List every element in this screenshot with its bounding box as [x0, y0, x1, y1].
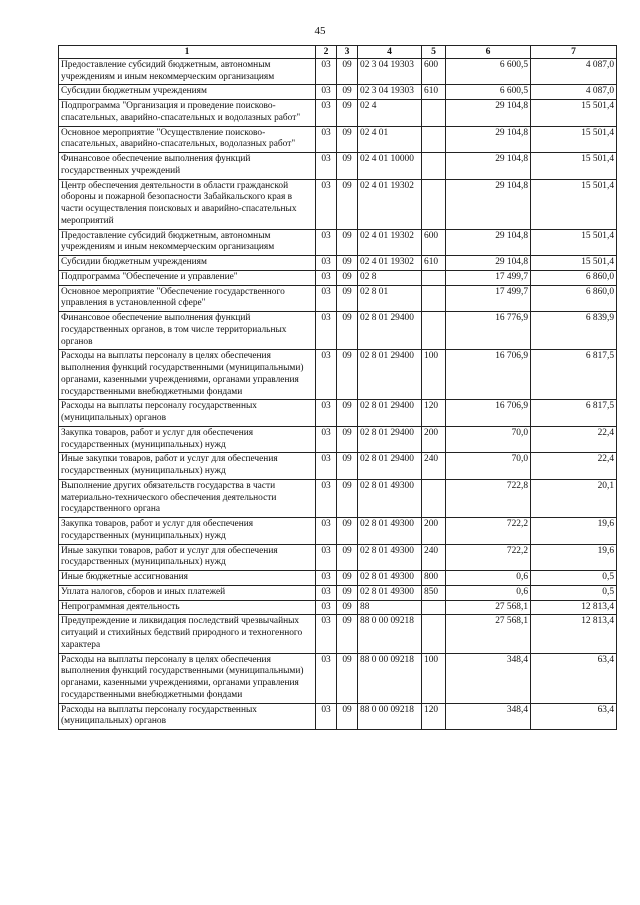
row-name: Иные закупки товаров, работ и услуг для обеспечения государственных (муниципальных) нужд	[59, 453, 316, 480]
row-name: Закупка товаров, работ и услуг для обеспечения государственных (муниципальных) нужд	[59, 426, 316, 453]
row-expense-type	[422, 270, 446, 285]
row-expense-type: 120	[422, 703, 446, 730]
row-executed-amount: 0,5	[531, 571, 617, 586]
row-name: Финансовое обеспечение выполнения функций государственных учреждений	[59, 153, 316, 180]
row-executed-amount: 4 087,0	[531, 58, 617, 85]
row-section: 03	[316, 350, 337, 400]
row-expense-type	[422, 100, 446, 127]
row-expense-type	[422, 179, 446, 229]
row-planned-amount: 27 568,1	[446, 600, 531, 615]
header-planned: 6	[446, 46, 531, 59]
row-name: Субсидии бюджетным учреждениям	[59, 85, 316, 100]
row-section: 03	[316, 600, 337, 615]
row-executed-amount: 12 813,4	[531, 615, 617, 653]
row-executed-amount: 6 817,5	[531, 400, 617, 427]
table-row	[59, 571, 617, 586]
table-row	[59, 426, 617, 453]
row-target-article: 88 0 00 09218	[358, 653, 422, 703]
row-subsection: 09	[337, 585, 358, 600]
row-subsection: 09	[337, 58, 358, 85]
row-subsection: 09	[337, 312, 358, 350]
row-planned-amount: 722,2	[446, 518, 531, 545]
row-subsection: 09	[337, 400, 358, 427]
table-row	[59, 585, 617, 600]
row-planned-amount: 348,4	[446, 703, 531, 730]
row-executed-amount: 12 813,4	[531, 600, 617, 615]
table-row	[59, 453, 617, 480]
row-name: Предоставление субсидий бюджетным, автономным учреждениям и иным некоммерческим организациям	[59, 58, 316, 85]
row-executed-amount: 4 087,0	[531, 85, 617, 100]
table-row	[59, 100, 617, 127]
table-row	[59, 285, 617, 312]
header-target-article: 4	[358, 46, 422, 59]
row-expense-type: 100	[422, 350, 446, 400]
row-expense-type: 120	[422, 400, 446, 427]
table-row	[59, 126, 617, 153]
row-section: 03	[316, 312, 337, 350]
row-executed-amount: 15 501,4	[531, 179, 617, 229]
row-subsection: 09	[337, 270, 358, 285]
row-name: Иные закупки товаров, работ и услуг для обеспечения государственных (муниципальных) нужд	[59, 544, 316, 571]
row-target-article: 02 4	[358, 100, 422, 127]
row-section: 03	[316, 400, 337, 427]
row-section: 03	[316, 153, 337, 180]
table-row	[59, 518, 617, 545]
row-name: Подпрограмма "Обеспечение и управление"	[59, 270, 316, 285]
table-row	[59, 312, 617, 350]
row-expense-type: 600	[422, 229, 446, 256]
row-expense-type: 200	[422, 426, 446, 453]
row-executed-amount: 19,6	[531, 544, 617, 571]
row-name: Расходы на выплаты персоналу в целях обеспечения выполнения функций государственными (муниципальными) органами, казенными учреждениями, органами управления государственными внебюджетными фондами	[59, 350, 316, 400]
row-executed-amount: 6 817,5	[531, 350, 617, 400]
row-expense-type: 100	[422, 653, 446, 703]
row-target-article: 02 4 01	[358, 126, 422, 153]
row-planned-amount: 16 706,9	[446, 400, 531, 427]
row-name: Подпрограмма "Организация и проведение поисково-спасательных, аварийно-спасательных и водолазных работ"	[59, 100, 316, 127]
row-executed-amount: 6 860,0	[531, 285, 617, 312]
row-subsection: 09	[337, 479, 358, 517]
row-target-article: 02 8 01 29400	[358, 350, 422, 400]
row-target-article: 02 8 01 49300	[358, 544, 422, 571]
row-target-article: 02 8 01	[358, 285, 422, 312]
row-section: 03	[316, 544, 337, 571]
row-planned-amount: 0,6	[446, 585, 531, 600]
row-subsection: 09	[337, 518, 358, 545]
row-executed-amount: 22,4	[531, 453, 617, 480]
table-row	[59, 58, 617, 85]
row-section: 03	[316, 126, 337, 153]
budget-table	[58, 45, 617, 730]
row-planned-amount: 722,8	[446, 479, 531, 517]
row-target-article: 02 8 01 49300	[358, 571, 422, 586]
table-row	[59, 400, 617, 427]
row-planned-amount: 27 568,1	[446, 615, 531, 653]
row-name: Субсидии бюджетным учреждениям	[59, 256, 316, 271]
row-expense-type: 610	[422, 85, 446, 100]
table-row	[59, 153, 617, 180]
row-name: Центр обеспечения деятельности в области гражданской обороны и пожарной безопасности Забайкальского края в части осуществления поисковых и аварийно-спасательных мероприятий	[59, 179, 316, 229]
row-subsection: 09	[337, 85, 358, 100]
row-planned-amount: 16 706,9	[446, 350, 531, 400]
row-target-article: 02 3 04 19303	[358, 85, 422, 100]
row-target-article: 02 8	[358, 270, 422, 285]
row-executed-amount: 63,4	[531, 703, 617, 730]
row-planned-amount: 17 499,7	[446, 285, 531, 312]
table-row	[59, 229, 617, 256]
row-subsection: 09	[337, 653, 358, 703]
row-planned-amount: 29 104,8	[446, 229, 531, 256]
row-section: 03	[316, 615, 337, 653]
page-number: 45	[314, 25, 326, 37]
row-executed-amount: 15 501,4	[531, 256, 617, 271]
row-expense-type	[422, 600, 446, 615]
row-name: Основное мероприятие "Осуществление поисково-спасательных, аварийно-спасательных, водолазных работ"	[59, 126, 316, 153]
header-section: 2	[316, 46, 337, 59]
row-executed-amount: 6 860,0	[531, 270, 617, 285]
row-target-article: 88 0 00 09218	[358, 615, 422, 653]
row-target-article: 02 4 01 19302	[358, 229, 422, 256]
row-subsection: 09	[337, 703, 358, 730]
row-name: Финансовое обеспечение выполнения функций государственных органов, в том числе территориальных органов	[59, 312, 316, 350]
row-section: 03	[316, 653, 337, 703]
row-planned-amount: 0,6	[446, 571, 531, 586]
header-name: 1	[59, 46, 316, 59]
row-section: 03	[316, 453, 337, 480]
row-section: 03	[316, 100, 337, 127]
header-executed: 7	[531, 46, 617, 59]
row-subsection: 09	[337, 256, 358, 271]
row-section: 03	[316, 703, 337, 730]
row-subsection: 09	[337, 453, 358, 480]
row-expense-type: 610	[422, 256, 446, 271]
table-row	[59, 179, 617, 229]
row-planned-amount: 29 104,8	[446, 179, 531, 229]
row-planned-amount: 29 104,8	[446, 153, 531, 180]
row-target-article: 88 0 00 09218	[358, 703, 422, 730]
table-row	[59, 544, 617, 571]
row-executed-amount: 15 501,4	[531, 126, 617, 153]
row-section: 03	[316, 479, 337, 517]
row-executed-amount: 15 501,4	[531, 229, 617, 256]
row-expense-type: 600	[422, 58, 446, 85]
row-section: 03	[316, 229, 337, 256]
header-subsection: 3	[337, 46, 358, 59]
row-expense-type: 240	[422, 544, 446, 571]
row-target-article: 02 4 01 19302	[358, 256, 422, 271]
row-expense-type: 200	[422, 518, 446, 545]
row-name: Предоставление субсидий бюджетным, автономным учреждениям и иным некоммерческим организациям	[59, 229, 316, 256]
row-subsection: 09	[337, 153, 358, 180]
row-expense-type: 240	[422, 453, 446, 480]
table-row	[59, 85, 617, 100]
row-expense-type	[422, 615, 446, 653]
row-section: 03	[316, 585, 337, 600]
row-subsection: 09	[337, 571, 358, 586]
row-executed-amount: 19,6	[531, 518, 617, 545]
row-expense-type	[422, 153, 446, 180]
header-expense-type: 5	[422, 46, 446, 59]
row-subsection: 09	[337, 100, 358, 127]
row-name: Закупка товаров, работ и услуг для обеспечения государственных (муниципальных) нужд	[59, 518, 316, 545]
row-executed-amount: 63,4	[531, 653, 617, 703]
row-planned-amount: 722,2	[446, 544, 531, 571]
row-section: 03	[316, 179, 337, 229]
row-planned-amount: 17 499,7	[446, 270, 531, 285]
row-expense-type: 800	[422, 571, 446, 586]
row-executed-amount: 22,4	[531, 426, 617, 453]
row-target-article: 02 8 01 49300	[358, 518, 422, 545]
row-section: 03	[316, 518, 337, 545]
table-body	[59, 58, 617, 729]
row-name: Выполнение других обязательств государства в части материально-технического обеспечения деятельности государственного органа	[59, 479, 316, 517]
row-subsection: 09	[337, 126, 358, 153]
row-planned-amount: 29 104,8	[446, 256, 531, 271]
row-expense-type	[422, 479, 446, 517]
row-name: Основное мероприятие "Обеспечение государственного управления в установленной сфере"	[59, 285, 316, 312]
table-row	[59, 600, 617, 615]
table-row	[59, 270, 617, 285]
row-expense-type	[422, 312, 446, 350]
row-planned-amount: 348,4	[446, 653, 531, 703]
row-executed-amount: 15 501,4	[531, 153, 617, 180]
row-planned-amount: 6 600,5	[446, 85, 531, 100]
row-section: 03	[316, 58, 337, 85]
row-section: 03	[316, 85, 337, 100]
row-subsection: 09	[337, 615, 358, 653]
row-target-article: 02 4 01 19302	[358, 179, 422, 229]
row-section: 03	[316, 270, 337, 285]
row-executed-amount: 0,5	[531, 585, 617, 600]
row-target-article: 02 4 01 10000	[358, 153, 422, 180]
row-name: Расходы на выплаты персоналу государственных (муниципальных) органов	[59, 703, 316, 730]
row-planned-amount: 6 600,5	[446, 58, 531, 85]
row-target-article: 02 8 01 49300	[358, 479, 422, 517]
row-target-article: 02 8 01 29400	[358, 453, 422, 480]
row-target-article: 02 3 04 19303	[358, 58, 422, 85]
row-name: Иные бюджетные ассигнования	[59, 571, 316, 586]
table-row	[59, 653, 617, 703]
row-executed-amount: 6 839,9	[531, 312, 617, 350]
row-expense-type	[422, 126, 446, 153]
row-executed-amount: 15 501,4	[531, 100, 617, 127]
row-subsection: 09	[337, 544, 358, 571]
row-subsection: 09	[337, 600, 358, 615]
row-planned-amount: 16 776,9	[446, 312, 531, 350]
row-target-article: 02 8 01 29400	[358, 312, 422, 350]
table-row	[59, 256, 617, 271]
row-section: 03	[316, 571, 337, 586]
row-name: Уплата налогов, сборов и иных платежей	[59, 585, 316, 600]
row-planned-amount: 29 104,8	[446, 100, 531, 127]
table-row	[59, 615, 617, 653]
row-subsection: 09	[337, 350, 358, 400]
row-planned-amount: 70,0	[446, 426, 531, 453]
row-subsection: 09	[337, 285, 358, 312]
row-expense-type: 850	[422, 585, 446, 600]
row-executed-amount: 20,1	[531, 479, 617, 517]
row-target-article: 02 8 01 29400	[358, 400, 422, 427]
table-row	[59, 703, 617, 730]
row-name: Предупреждение и ликвидация последствий чрезвычайных ситуаций и стихийных бедствий природного и техногенного характера	[59, 615, 316, 653]
row-planned-amount: 70,0	[446, 453, 531, 480]
table-header-row	[59, 46, 617, 59]
row-section: 03	[316, 426, 337, 453]
row-subsection: 09	[337, 426, 358, 453]
row-subsection: 09	[337, 229, 358, 256]
row-expense-type	[422, 285, 446, 312]
row-section: 03	[316, 285, 337, 312]
row-subsection: 09	[337, 179, 358, 229]
row-name: Расходы на выплаты персоналу государственных (муниципальных) органов	[59, 400, 316, 427]
table-row	[59, 350, 617, 400]
row-target-article: 02 8 01 29400	[358, 426, 422, 453]
row-section: 03	[316, 256, 337, 271]
row-name: Непрограммная деятельность	[59, 600, 316, 615]
row-target-article: 88	[358, 600, 422, 615]
row-target-article: 02 8 01 49300	[358, 585, 422, 600]
row-name: Расходы на выплаты персоналу в целях обеспечения выполнения функций государственными (муниципальными) органами, казенными учреждениями, органами управления государственными внебюджетными фондами	[59, 653, 316, 703]
table-row	[59, 479, 617, 517]
row-planned-amount: 29 104,8	[446, 126, 531, 153]
